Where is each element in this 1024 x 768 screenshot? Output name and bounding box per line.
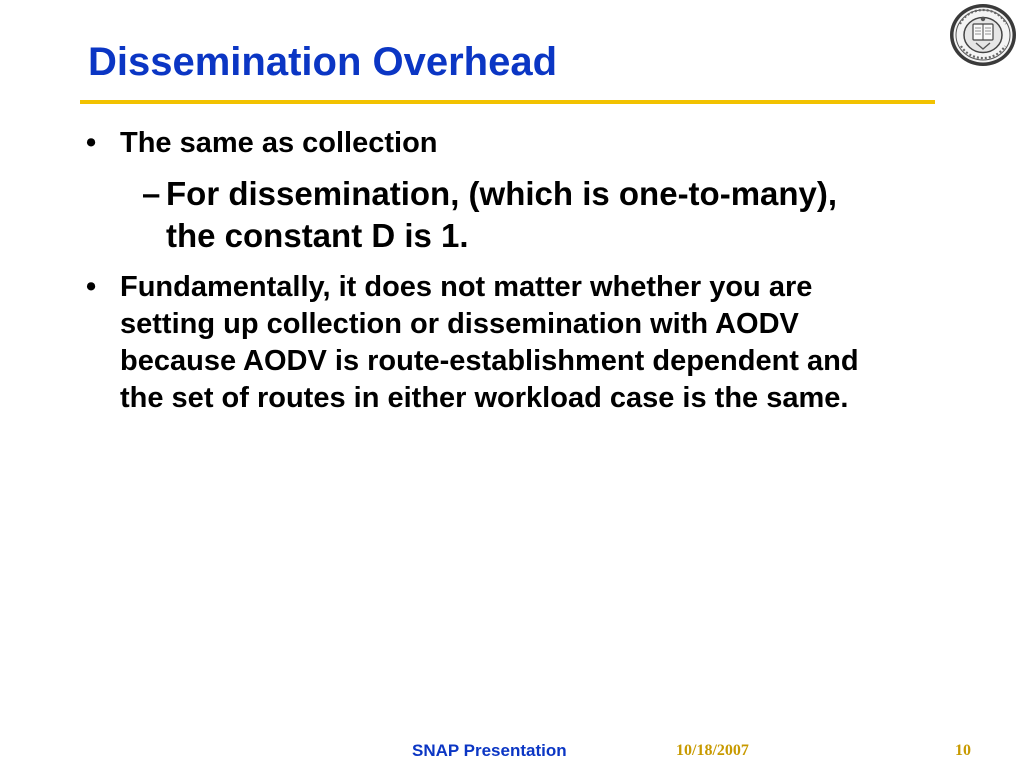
footer-presentation-name: SNAP Presentation bbox=[412, 741, 567, 760]
bullet-marker: • bbox=[86, 271, 97, 303]
slide-title: Dissemination Overhead bbox=[88, 40, 558, 84]
bullet-item bbox=[86, 269, 906, 417]
sub-bullet-item bbox=[142, 173, 866, 257]
footer-page-number: 10 bbox=[955, 742, 971, 759]
university-seal-icon bbox=[948, 2, 1018, 68]
bullet-text: The same as collection bbox=[120, 127, 438, 159]
bullet-item bbox=[86, 125, 906, 162]
bullet-text: Fundamentally, it does not matter whether you are setting up collection or dissemination with AODV because AODV is route-establishment dependent and the set of routes in either workload case is the same. bbox=[120, 271, 859, 414]
footer-date: 10/18/2007 bbox=[676, 742, 749, 759]
sub-bullet-marker: – bbox=[142, 175, 161, 212]
title-divider bbox=[80, 100, 935, 104]
bullet-marker: • bbox=[86, 127, 97, 159]
sub-bullet-text: For dissemination, (which is one-to-many), the constant D is 1. bbox=[166, 175, 838, 254]
slide-body bbox=[86, 125, 906, 417]
